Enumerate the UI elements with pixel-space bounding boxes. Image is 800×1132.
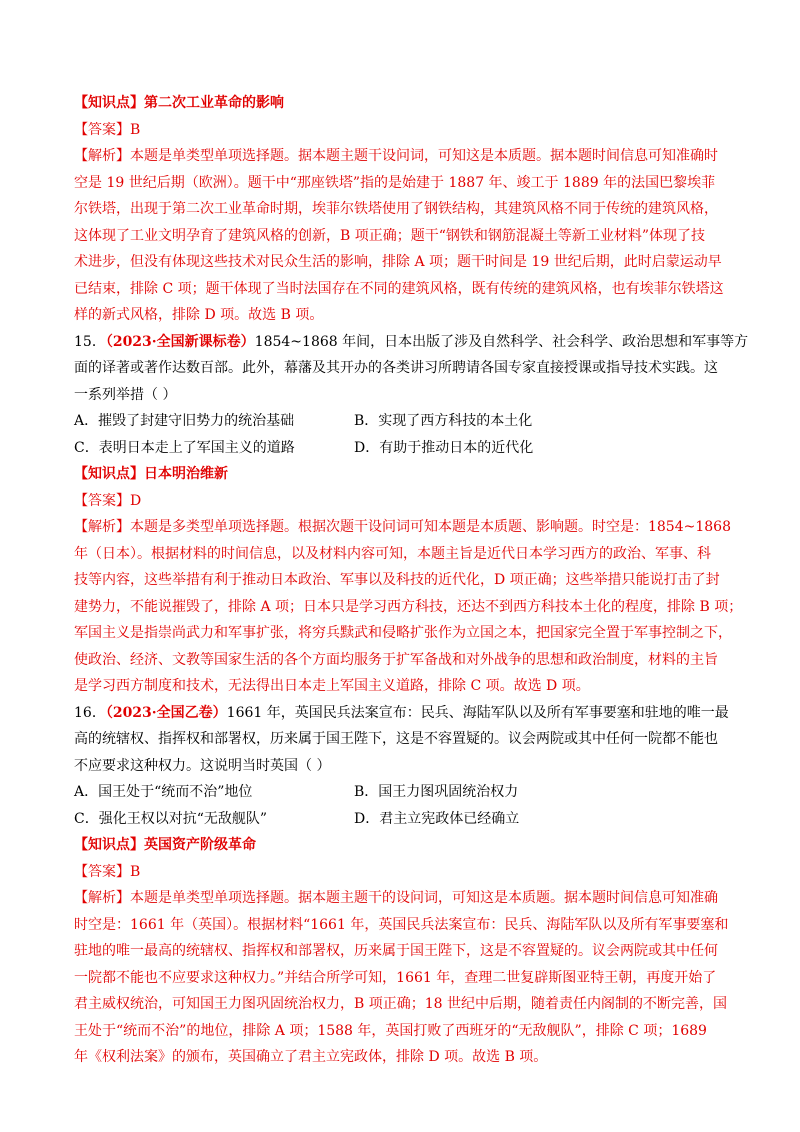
q15-number: 15． (74, 333, 106, 350)
q14-analysis-line: 术进步，但没有体现这些技术对民众生活的影响，排除 A 项；题干时间是 19 世纪后期，此时启蒙运动早 (74, 254, 722, 270)
q14-analysis-line: 【解析】本题是单类型单项选择题。据本题主题干设问词，可知这是本质题。据本题时间信息可知准确时 (74, 148, 718, 164)
q16-options-row (74, 806, 734, 833)
q15-option-a: A．摧毁了封建守旧势力的统治基础 (74, 413, 295, 429)
q16-stem-line: 高的统辖权、指挥权和部署权，历来属于国王陛下，这是不容置疑的。议会两院或其中任何一院都不能也 (74, 731, 718, 747)
q16-option-d: D．君主立宪政体已经确立 (354, 810, 520, 827)
q15-options-row (74, 408, 734, 435)
q16-stem-line: 不应要求这种权力。这说明当时英国（ ） (74, 757, 331, 774)
q15-analysis-line: 建势力，不能说摧毁了，排除 A 项；日本只是学习西方科技，还达不到西方科技本土化的程度，排除 B 项； (74, 598, 743, 615)
q16-analysis-line: 一院都不能也不应要求这种权力。”并结合所学可知，1661 年，查理二世复辟斯图亚特王朝，再度开始了 (74, 969, 717, 986)
q14-knowledge-point: 【知识点】第二次工业革命的影响 (74, 95, 284, 111)
q15-analysis (74, 514, 743, 700)
q15-option-b: B．实现了西方科技的本土化 (354, 413, 533, 429)
q15-stem (74, 329, 749, 409)
q14-analysis-line: 已结束，排除 C 项；题干体现了当时法国存在不同的建筑风格，既有传统的建筑风格，也有埃菲尔铁塔这 (74, 280, 724, 297)
q16-options-row (74, 779, 734, 806)
q16-knowledge-point: 【知识点】英国资产阶级革命 (74, 837, 256, 853)
q16-stem-text: 1661 年，英国民兵法案宣布：民兵、海陆军队以及所有军事要塞和驻地的唯一最 (226, 704, 729, 721)
q16-number: 16． (74, 704, 106, 721)
q15-analysis-line: 【解析】本题是多类型单项选择题。根据次题干设问词可知本题是本质题、影响题。时空是：1854~1868 (74, 519, 731, 535)
q14-analysis-line: 空是 19 世纪后期（欧洲）。题干中“那座铁塔”指的是始建于 1887 年、竣工于 1889 年的法国巴黎埃菲 (74, 174, 716, 191)
q15-analysis-line: 年（日本）。根据材料的时间信息，以及材料内容可知，本题主旨是近代日本学习西方的政治、军事、科 (74, 545, 711, 562)
q16-source: （2023·全国乙卷） (105, 704, 227, 721)
q16-stem-line (74, 700, 734, 727)
q14-analysis-line: 样的新式风格，排除 D 项。故选 B 项。 (74, 307, 324, 323)
q15-stem-line (74, 329, 749, 356)
q15-analysis-line: 军国主义是指崇尚武力和军事扩张，将穷兵黩武和侵略扩张作为立国之本，把国家完全置于军事控制之下， (74, 625, 732, 641)
q15-analysis-line: 技等内容，这些举措有利于推动日本政治、军事以及科技的近代化，D 项正确；这些举措只能说打击了封 (74, 572, 720, 588)
q16-analysis (74, 885, 734, 1071)
q16-option-b: B．国王力图巩固统治权力 (354, 784, 519, 800)
q15-analysis-line: 是学习西方制度和技术，无法得出日本走上军国主义道路，排除 C 项。故选 D 项。 (74, 678, 590, 694)
q15-options-row (74, 435, 734, 462)
q14-analysis-line: 尔铁塔，出现于第二次工业革命时期，埃菲尔铁塔使用了钢铁结构，其建筑风格不同于传统的建筑风格， (74, 201, 718, 217)
q16-analysis-line: 时空是：1661 年（英国）。根据材料“1661 年，英国民兵法案宣布：民兵、海陆军队以及所有军事要塞和 (74, 916, 729, 933)
q16-analysis-line: 驻地的唯一最高的统辖权、指挥权和部署权，历来属于国王陛下，这是不容置疑的。议会两院或其中任何 (74, 943, 718, 959)
q16-stem (74, 700, 734, 780)
q16-answer: 【答案】B (74, 863, 141, 880)
q15-answer: 【答案】D (74, 492, 142, 509)
q16-option-c: C．强化王权以对抗“无敌舰队” (74, 810, 268, 827)
q16-option-a: A．国王处于“统而不治”地位 (74, 784, 253, 800)
q16-analysis-line: 年《权利法案》的颁布，英国确立了君主立宪政体，排除 D 项。故选 B 项。 (74, 1049, 548, 1065)
q16-analysis-line: 王处于“统而不治”的地位，排除 A 项；1588 年，英国打败了西班牙的“无敌舰队”，排除 C 项；1689 (74, 1022, 707, 1039)
q15-option-d: D．有助于推动日本的近代化 (354, 439, 534, 456)
page-content (74, 90, 749, 1071)
q15-analysis-line: 使政治、经济、文教等国家生活的各个方面均服务于扩军备战和对外战争的思想和政治制度，材料的主旨 (74, 651, 718, 668)
q14-answer: 【答案】B (74, 121, 141, 138)
q14-analysis (74, 143, 734, 329)
q15-stem-text: 1854~1868 年间，日本出版了涉及自然科学、社会科学、政治思想和军事等方 (254, 333, 749, 350)
q15-stem-line: 一系列举措（ ） (74, 386, 177, 403)
q15-option-c: C．表明日本走上了军国主义的道路 (74, 439, 295, 456)
q16-analysis-line: 【解析】本题是单类型单项选择题。据本题主题干的设问词，可知这是本质题。据本题时间信息可知准确 (74, 890, 718, 906)
q15-knowledge-point: 【知识点】日本明治维新 (74, 466, 228, 482)
q15-source: （2023·全国新课标卷） (105, 333, 255, 350)
q14-analysis-line: 这体现了工业文明孕育了建筑风格的创新，B 项正确；题干“钢铁和钢筋混凝土等新工业材料”体现了技 (74, 227, 706, 244)
q15-stem-line: 面的译著或著作达数百部。此外，幕藩及其开办的各类讲习所聘请各国专家直接授课或指导技术实践。这 (74, 360, 718, 376)
q16-analysis-line: 君主威权统治，可知国王力图巩固统治权力，B 项正确；18 世纪中后期，随着责任内阁制的不断完善，国 (74, 996, 728, 1012)
